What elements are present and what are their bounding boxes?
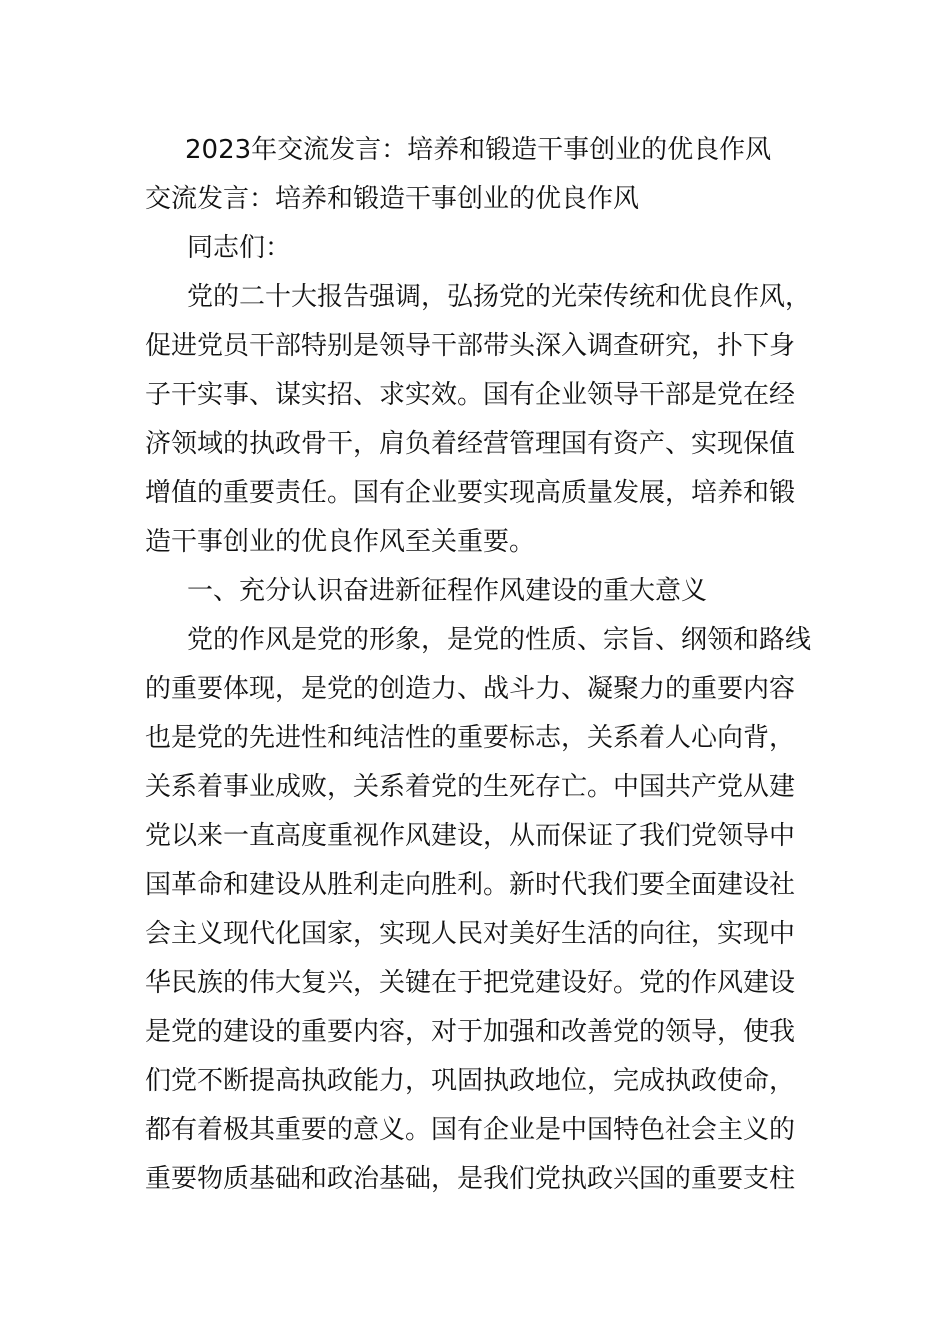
paragraph-2-line: 华民族的伟大复兴，关键在于把党建设好。党的作风建设 [145, 968, 796, 998]
paragraph-2-line: 会主义现代化国家，实现人民对美好生活的向往，实现中 [145, 919, 796, 949]
paragraph-2-line: 也是党的先进性和纯洁性的重要标志，关系着人心向背， [145, 723, 796, 753]
document-title: 2023年交流发言：培养和锻造干事创业的优良作风 [185, 135, 772, 165]
paragraph-1-line: 造干事创业的优良作风至关重要。 [145, 527, 536, 557]
paragraph-2-line: 的重要体现，是党的创造力、战斗力、凝聚力的重要内容 [145, 674, 796, 704]
paragraph-2-line: 党的作风是党的形象，是党的性质、宗旨、纲领和路线 [187, 625, 812, 655]
salutation: 同志们： [187, 233, 292, 263]
paragraph-1-line: 子干实事、谋实招、求实效。国有企业领导干部是党在经 [145, 380, 796, 410]
paragraph-1-line: 促进党员干部特别是领导干部带头深入调查研究，扑下身 [145, 331, 796, 361]
paragraph-2-line: 们党不断提高执政能力，巩固执政地位，完成执政使命， [145, 1066, 796, 1096]
paragraph-1-line: 济领域的执政骨干，肩负着经营管理国有资产、实现保值 [145, 429, 796, 459]
paragraph-2-line: 都有着极其重要的意义。国有企业是中国特色社会主义的 [145, 1115, 796, 1145]
paragraph-2-line: 重要物质基础和政治基础，是我们党执政兴国的重要支柱 [145, 1164, 796, 1194]
paragraph-1-line: 增值的重要责任。国有企业要实现高质量发展，培养和锻 [145, 478, 796, 508]
paragraph-2-line: 国革命和建设从胜利走向胜利。新时代我们要全面建设社 [145, 870, 796, 900]
document-subtitle: 交流发言：培养和锻造干事创业的优良作风 [145, 184, 640, 214]
section-1-heading: 一、充分认识奋进新征程作风建设的重大意义 [187, 576, 708, 606]
paragraph-2-line: 是党的建设的重要内容，对于加强和改善党的领导，使我 [145, 1017, 796, 1047]
document-body [145, 126, 815, 1204]
paragraph-2-line: 党以来一直高度重视作风建设，从而保证了我们党领导中 [145, 821, 796, 851]
paragraph-2-line: 关系着事业成败，关系着党的生死存亡。中国共产党从建 [145, 772, 796, 802]
paragraph-1-line: 党的二十大报告强调，弘扬党的光荣传统和优良作风， [187, 282, 812, 312]
